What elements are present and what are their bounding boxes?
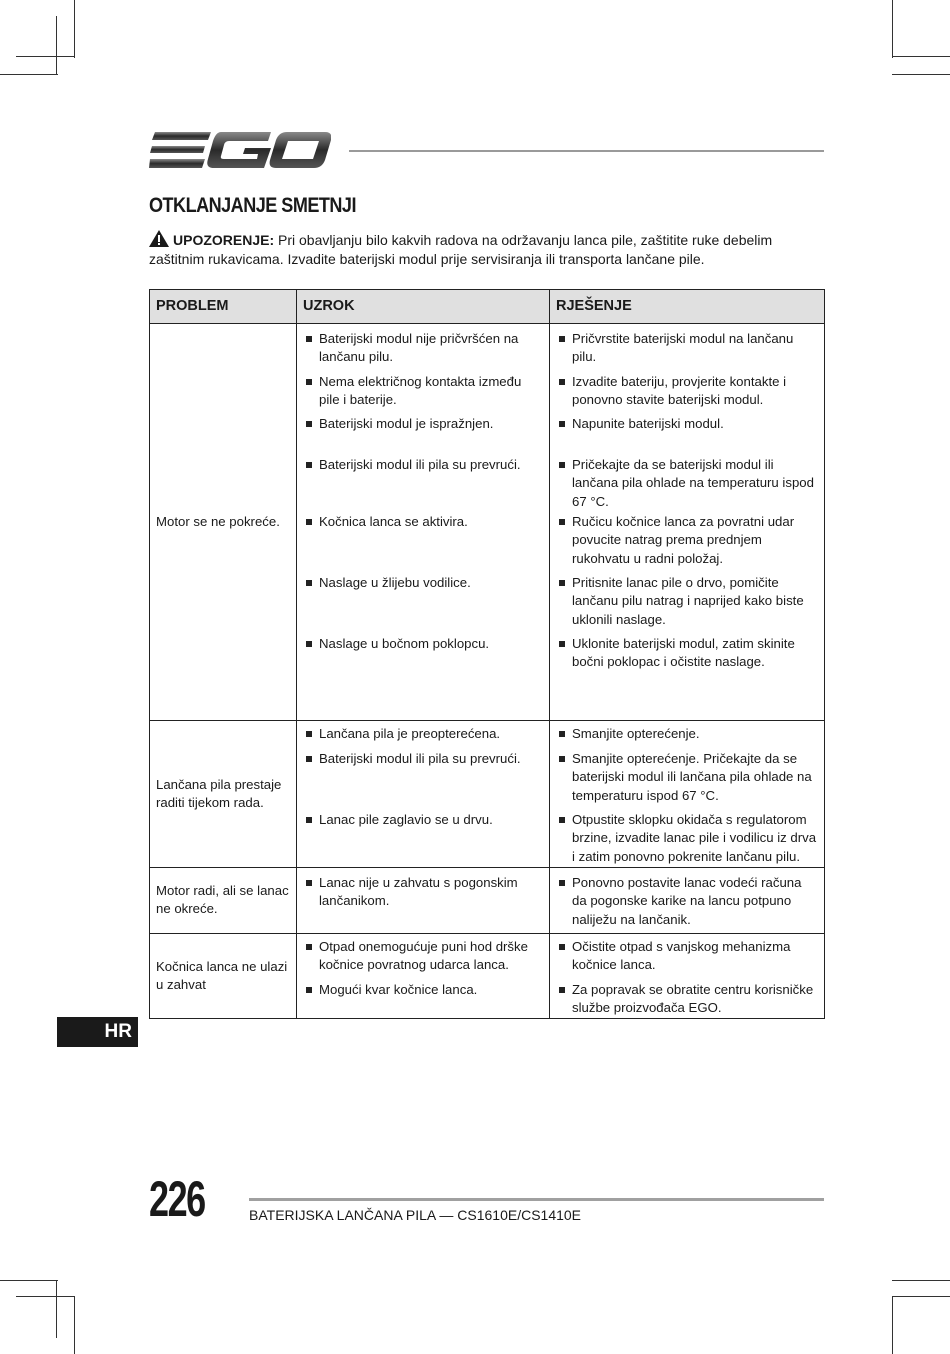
crop-mark [892,1296,893,1354]
crop-mark [892,0,893,58]
crop-mark [74,1296,75,1354]
solution-item: Za popravak se obratite centru korisničke službe proizvođača EGO. [550,981,824,1018]
cause-cell [297,868,550,934]
cause-cell [297,933,550,1018]
table-row [150,721,825,868]
solution-cell [550,721,825,868]
ego-logo [149,128,331,172]
warning-text: Pri obavljanju bilo kakvih radova na održavanju lanca pile, zaštitite ruke debelim zaštitnim rukavicama. Izvadite baterijski modul prije servisiranja ili transporta lančane pile. [149,232,773,267]
crop-mark [16,1296,74,1297]
cause-item: Baterijski modul nije pričvršćen na lančanu pilu. [297,330,549,367]
table-row [150,868,825,934]
solution-item: Smanjite opterećenje. [550,725,706,743]
problem-cell: Kočnica lanca ne ulazi u zahvat [150,933,297,1018]
problem-cell: Motor se ne pokreće. [150,324,297,721]
table-row [150,324,825,721]
cause-item: Lanac pile zaglavio se u drvu. [297,811,499,829]
column-header-problem: PROBLEM [150,290,297,324]
solution-cell [550,868,825,934]
crop-mark [892,74,950,75]
cause-item: Baterijski modul je ispražnjen. [297,415,499,433]
cause-cell [297,324,550,721]
table-row [150,933,825,1018]
solution-item: Smanjite opterećenje. Pričekajte da se baterijski modul ili lančana pila ohlade na temperaturu ispod 67 °C. [550,750,824,805]
solution-item: Pritisnite lanac pile o drvo, pomičite lančanu pilu natrag i naprijed kako biste uklonili naslage. [550,574,824,629]
problem-cell: Motor radi, ali se lanac ne okreće. [150,868,297,934]
cause-item: Baterijski modul ili pila su prevrući. [297,750,527,768]
cause-item: Lančana pila je preopterećena. [297,725,506,743]
crop-mark [892,56,950,57]
cause-item: Naslage u bočnom poklopcu. [297,635,495,653]
section-title: OTKLANJANJE SMETNJI [149,194,356,217]
language-tab: HR [57,1017,138,1047]
solution-item: Ponovno postavite lanac vodeći računa da pogonske karike na lancu potpuno naliježu na lančanik. [550,874,824,929]
solution-item: Očistite otpad s vanjskog mehanizma kočnice lanca. [550,938,824,975]
warning-icon [149,230,169,247]
header-rule [349,150,824,152]
solution-item: Izvadite bateriju, provjerite kontakte i ponovno stavite baterijski modul. [550,373,824,410]
crop-mark [892,1280,950,1281]
crop-mark [892,1296,950,1297]
solution-item: Pričekajte da se baterijski modul ili lančana pila ohlade na temperaturu ispod 67 °C. [550,456,824,511]
cause-item: Mogući kvar kočnice lanca. [297,981,483,999]
solution-item: Napunite baterijski modul. [550,415,730,433]
cause-item: Lanac nije u zahvatu s pogonskim lančanikom. [297,874,549,911]
footer-rule [249,1198,824,1201]
cause-item: Kočnica lanca se aktivira. [297,513,474,531]
cause-cell [297,721,550,868]
crop-mark [0,1280,58,1281]
table-header-row [150,290,825,324]
crop-mark [56,16,57,74]
page-number: 226 [149,1171,205,1227]
solution-item: Ručicu kočnice lanca za povratni udar povucite natrag prema prednjem rukohvatu u radni položaj. [550,513,824,568]
solution-cell [550,324,825,721]
solution-item: Pričvrstite baterijski modul na lančanu pilu. [550,330,824,367]
solution-cell [550,933,825,1018]
problem-cell: Lančana pila prestaje raditi tijekom rada. [150,721,297,868]
solution-item: Otpustite sklopku okidača s regulatorom brzine, izvadite lanac pile i vodilicu iz drva i zatim ponovno pokrenite lančanu pilu. [550,811,824,866]
cause-item: Naslage u žlijebu vodilice. [297,574,477,592]
crop-mark [16,56,74,57]
column-header-solution: RJEŠENJE [550,290,825,324]
troubleshooting-table [149,289,825,1019]
column-header-cause: UZROK [297,290,550,324]
cause-item: Nema električnog kontakta između pile i baterije. [297,373,549,410]
warning-label: UPOZORENJE: [173,232,275,248]
warning-notice [149,230,825,268]
cause-item: Otpad onemogućuje puni hod drške kočnice povratnog udarca lanca. [297,938,549,975]
solution-item: Uklonite baterijski modul, zatim skinite bočni poklopac i očistite naslage. [550,635,824,672]
footer-title: BATERIJSKA LANČANA PILA — CS1610E/CS1410E [249,1207,582,1223]
crop-mark [0,74,58,75]
cause-item: Baterijski modul ili pila su prevrući. [297,456,527,474]
crop-mark [56,1280,57,1338]
crop-mark [74,0,75,58]
